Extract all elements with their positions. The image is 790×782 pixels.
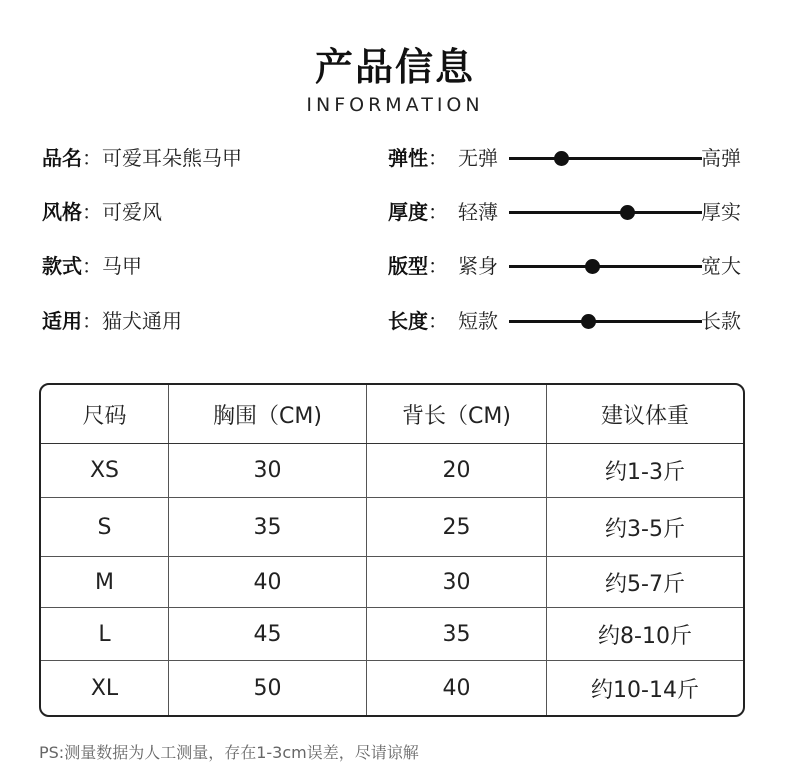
- cell-weight: 约1-3斤: [605, 459, 685, 485]
- cell-weight: 约3-5斤: [605, 516, 685, 542]
- scale-length: [388, 306, 758, 336]
- cell-chest: 40: [253, 569, 282, 595]
- info-sep: ：: [82, 200, 102, 224]
- info-item-type: [42, 251, 142, 281]
- header-cell-back-length: 背长（CM): [402, 403, 511, 429]
- cell-chest: 35: [253, 514, 282, 540]
- cell-chest: 45: [253, 621, 282, 647]
- info-key: 款式: [42, 254, 82, 278]
- scale-marker: [554, 151, 569, 166]
- table-header-row: [41, 385, 743, 444]
- scale-key: 长度：: [388, 309, 448, 333]
- info-item-applicable: [42, 306, 182, 336]
- info-sep: ：: [82, 254, 102, 278]
- scale-key: 厚度：: [388, 200, 448, 224]
- scale-high-label: 长款: [701, 309, 741, 333]
- scale-track: [509, 211, 702, 214]
- scale-fit: [388, 251, 758, 281]
- cell-size: M: [95, 569, 114, 595]
- page-subtitle: INFORMATION: [306, 94, 484, 116]
- scale-marker: [585, 259, 600, 274]
- cell-chest: 30: [253, 457, 282, 483]
- cell-back-length: 20: [442, 457, 471, 483]
- scale-key: 版型：: [388, 254, 448, 278]
- info-value: 马甲: [102, 254, 142, 278]
- cell-weight: 约10-14斤: [591, 677, 699, 703]
- header-cell-size: 尺码: [82, 403, 127, 429]
- cell-size: XS: [89, 457, 120, 483]
- cell-weight: 约5-7斤: [605, 571, 685, 597]
- cell-back-length: 30: [442, 569, 471, 595]
- scale-high-label: 宽大: [701, 254, 741, 278]
- table-row: [41, 443, 743, 497]
- info-key: 风格: [42, 200, 82, 224]
- scale-elasticity: [388, 143, 758, 173]
- size-table: [39, 383, 745, 717]
- table-row: [41, 608, 743, 660]
- cell-size: S: [97, 514, 112, 540]
- scale-track: [509, 265, 702, 268]
- scale-high-label: 厚实: [701, 200, 741, 224]
- scale-low-label: 短款: [458, 309, 498, 333]
- info-item-style: [42, 197, 162, 227]
- scale-low-label: 轻薄: [458, 200, 498, 224]
- scale-high-label: 高弹: [701, 146, 741, 170]
- header-cell-chest: 胸围（CM): [213, 403, 322, 429]
- info-sep: ：: [82, 309, 102, 333]
- info-sep: ：: [82, 146, 102, 170]
- cell-back-length: 35: [442, 621, 471, 647]
- table-row: [41, 661, 743, 715]
- info-value: 可爱耳朵熊马甲: [102, 146, 242, 170]
- info-key: 品名: [42, 146, 82, 170]
- scale-track: [509, 157, 702, 160]
- scale-key: 弹性：: [388, 146, 448, 170]
- scale-marker: [581, 314, 596, 329]
- cell-chest: 50: [253, 675, 282, 701]
- scale-marker: [620, 205, 635, 220]
- cell-size: L: [98, 621, 111, 647]
- info-value: 可爱风: [102, 200, 162, 224]
- cell-back-length: 40: [442, 675, 471, 701]
- info-item-name: [42, 143, 242, 173]
- cell-weight: 约8-10斤: [598, 623, 692, 649]
- scale-track: [509, 320, 702, 323]
- scale-thickness: [388, 197, 758, 227]
- page-title: 产品信息: [314, 45, 475, 89]
- scale-low-label: 无弹: [458, 146, 498, 170]
- header-cell-weight: 建议体重: [600, 403, 689, 429]
- cell-back-length: 25: [442, 514, 471, 540]
- table-row: [41, 498, 743, 556]
- info-value: 猫犬通用: [102, 309, 182, 333]
- scale-low-label: 紧身: [458, 254, 498, 278]
- table-row: [41, 557, 743, 607]
- footer-note: PS:测量数据为人工测量，存在1-3cm误差，尽请谅解: [39, 743, 419, 762]
- info-key: 适用: [42, 309, 82, 333]
- cell-size: XL: [90, 675, 119, 701]
